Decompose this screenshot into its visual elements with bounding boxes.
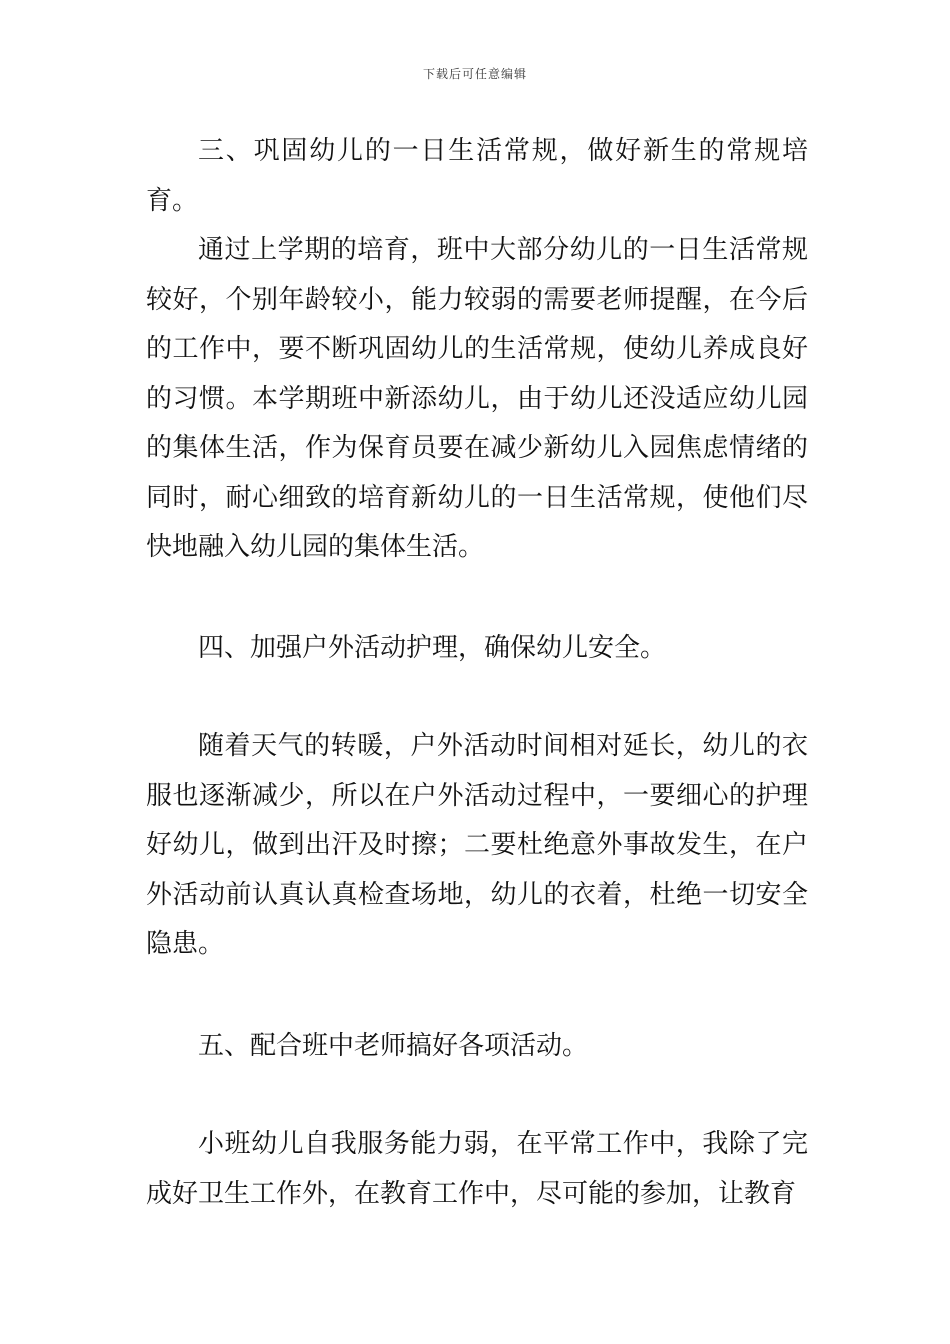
section-heading-3: 三、巩固幼儿的一日生活常规，做好新生的常规培育。 — [146, 136, 808, 216]
section-heading-4: 四、加强户外活动护理，确保幼儿安全。 — [198, 633, 667, 663]
section-heading-5: 五、配合班中老师搞好各项活动。 — [198, 1031, 589, 1061]
section-paragraph-5: 小班幼儿自我服务能力弱，在平常工作中，我除了完成好卫生工作外，在教育工作中，尽可能的参加，让教育 — [146, 1129, 808, 1209]
section-paragraph-4: 随着天气的转暖，户外活动时间相对延长，幼儿的衣服也逐渐减少，所以在户外活动过程中，一要细心的护理好幼儿，做到出汗及时擦；二要杜绝意外事故发生，在户外活动前认真认真检查场地，幼儿的衣着，杜绝一切安全隐患。 — [146, 731, 808, 959]
section-paragraph-3: 通过上学期的培育，班中大部分幼儿的一日生活常规较好，个别年龄较小，能力较弱的需要老师提醒，在今后的工作中，要不断巩固幼儿的生活常规，使幼儿养成良好的习惯。本学期班中新添幼儿，由于幼儿还没适应幼儿园的集体生活，作为保育员要在减少新幼儿入园焦虑情绪的同时，耐心细致的培育新幼儿的一日生活常规，使他们尽快地融入幼儿园的集体生活。 — [146, 235, 808, 562]
page-header-note: 下载后可任意编辑 — [422, 67, 527, 81]
